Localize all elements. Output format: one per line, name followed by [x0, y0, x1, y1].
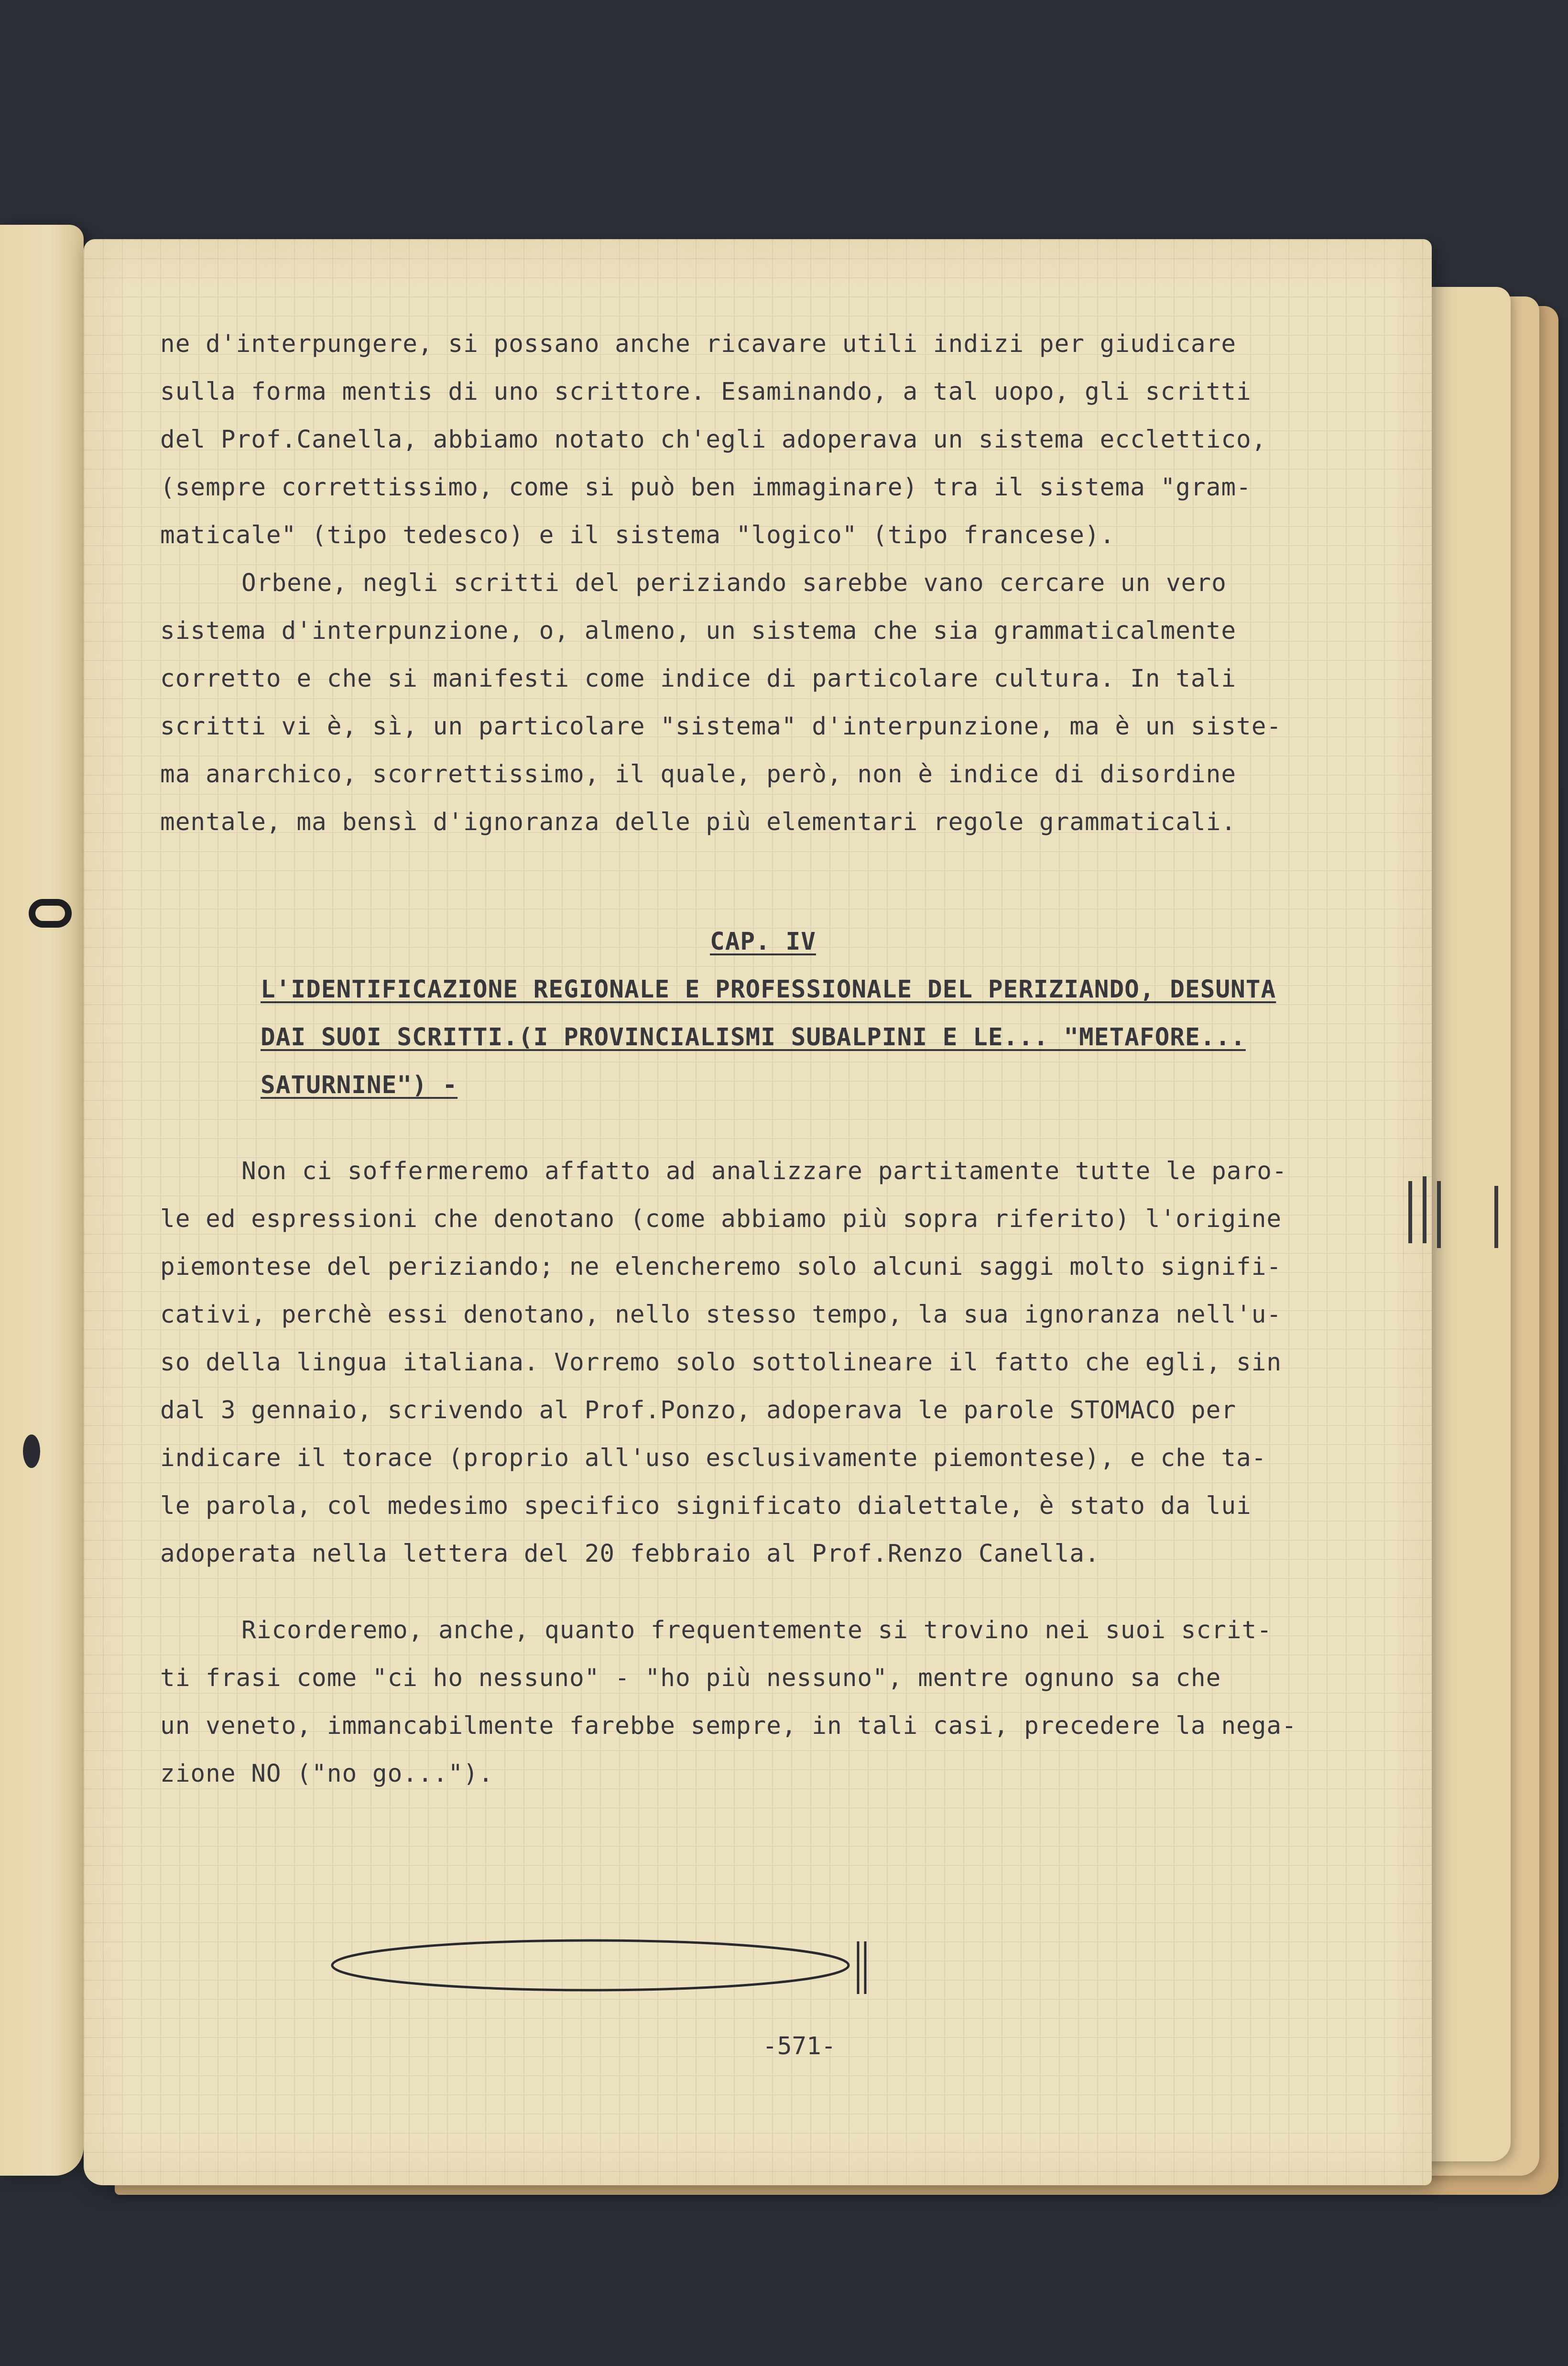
text-line: sistema d'interpunzione, o, almeno, un sistema che sia grammaticalmente: [160, 617, 1237, 645]
text-line: un veneto, immancabilmente farebbe sempre, in tali casi, precedere la nega-: [160, 1712, 1297, 1740]
text-line: piemontese del periziando; ne elencheremo solo alcuni saggi molto signifi-: [160, 1253, 1282, 1281]
chapter-number: CAP. IV: [710, 928, 816, 956]
text-line: Non ci soffermeremo affatto ad analizzare partitamente tutte le paro-: [241, 1157, 1287, 1185]
page-number: -571-: [762, 2032, 836, 2060]
text-line: corretto e che si manifesti come indice di particolare cultura. In tali: [160, 665, 1237, 693]
text-line: scritti vi è, sì, un particolare "sistema" d'interpunzione, ma è un siste-: [160, 712, 1282, 741]
punch-hole: [23, 1435, 40, 1468]
binder-ring: [29, 899, 72, 928]
left-page: [0, 225, 84, 2176]
text-line: mentale, ma bensì d'ignoranza delle più elementari regole grammaticali.: [160, 808, 1237, 836]
margin-pencil-marks: [1401, 1176, 1525, 1253]
text-line: le parola, col medesimo specifico significato dialettale, è stato da lui: [160, 1492, 1252, 1520]
text-line: maticale" (tipo tedesco) e il sistema "logico" (tipo francese).: [160, 521, 1115, 549]
chapter-title-line: L'IDENTIFICAZIONE REGIONALE E PROFESSIONALE DEL PERIZIANDO, DESUNTA: [261, 975, 1276, 1004]
text-line: dal 3 gennaio, scrivendo al Prof.Ponzo, adoperava le parole STOMACO per: [160, 1396, 1237, 1424]
chapter-title-line: SATURNINE") -: [261, 1071, 458, 1099]
text-line: del Prof.Canella, abbiamo notato ch'egli adoperava un sistema ecclettico,: [160, 426, 1267, 454]
text-line: Ricorderemo, anche, quanto frequentemente si trovino nei suoi scrit-: [241, 1616, 1272, 1644]
text-line: sulla forma mentis di uno scrittore. Esaminando, a tal uopo, gli scritti: [160, 378, 1252, 406]
text-line: ma anarchico, scorrettissimo, il quale, però, non è indice di disordine: [160, 760, 1237, 789]
text-line: (sempre correttissimo, come si può ben immaginare) tra il sistema "gram-: [160, 473, 1252, 502]
text-line: ti frasi come "ci ho nessuno" - "ho più nessuno", mentre ognuno sa che: [160, 1664, 1221, 1692]
text-line: adoperata nella lettera del 20 febbraio al Prof.Renzo Canella.: [160, 1540, 1100, 1568]
text-line: cativi, perchè essi denotano, nello stesso tempo, la sua ignoranza nell'u-: [160, 1301, 1282, 1329]
handwritten-circle-mark: [323, 1932, 872, 1999]
text-line: so della lingua italiana. Vorremo solo sottolineare il fatto che egli, sin: [160, 1348, 1282, 1377]
typewritten-page: [84, 239, 1432, 2185]
text-line: ne d'interpungere, si possano anche ricavare utili indizi per giudicare: [160, 330, 1237, 358]
chapter-title-line: DAI SUOI SCRITTI.(I PROVINCIALISMI SUBALPINI E LE... "METAFORE...: [261, 1023, 1246, 1052]
text-line: le ed espressioni che denotano (come abbiamo più sopra riferito) l'origine: [160, 1205, 1282, 1233]
text-line: Orbene, negli scritti del periziando sarebbe vano cercare un vero: [241, 569, 1227, 597]
text-line: zione NO ("no go...").: [160, 1760, 494, 1788]
text-line: indicare il torace (proprio all'uso esclusivamente piemontese), e che ta-: [160, 1444, 1267, 1472]
